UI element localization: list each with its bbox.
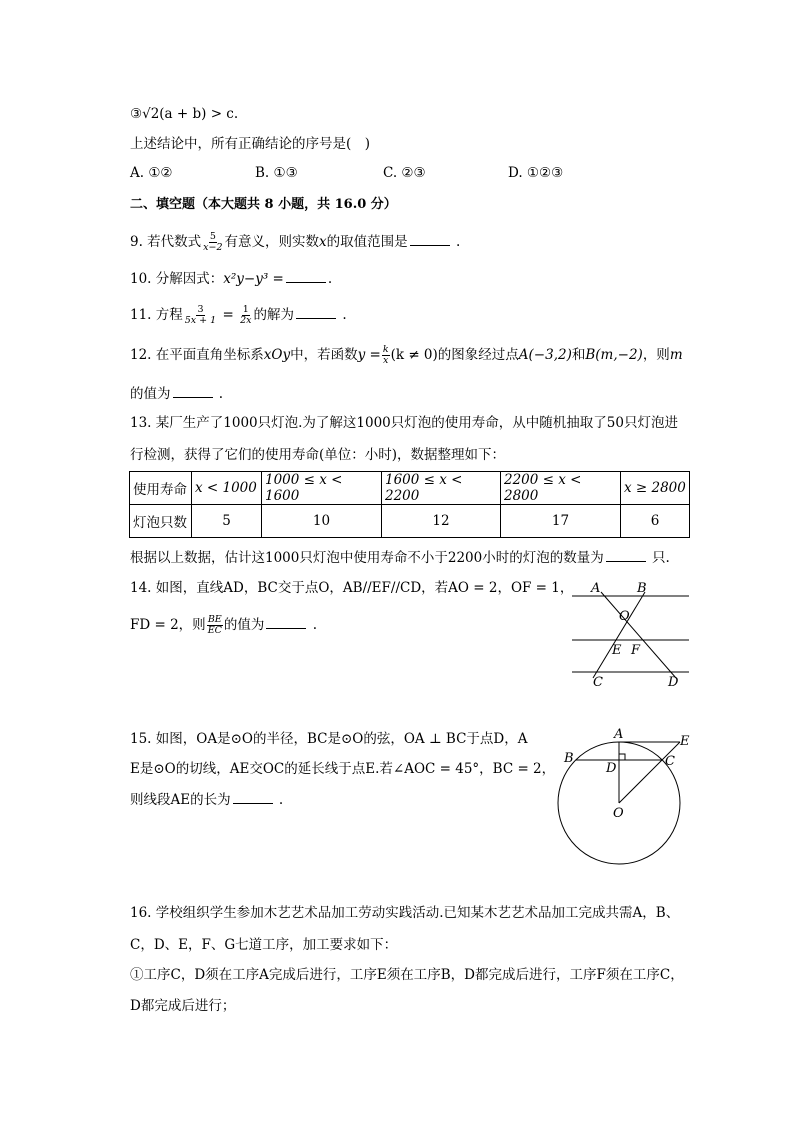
q11-end: . [338,307,347,323]
lifetime-table [129,471,690,538]
section-title: 二、填空题（本大题共 8 小题，共 16.0 分） [130,197,397,212]
q12-coord: xOy [263,347,291,363]
question-prompt: 上述结论中，所有正确结论的序号是( ) [130,136,371,152]
option-d: D. ①②③ [508,165,564,181]
q15-line3-text: 则线段AE的长为 [130,792,231,808]
label-e: E [612,643,622,658]
q14-den: EC [207,625,222,636]
label-b: B [564,751,574,766]
q12-point-a: A(−3,2) [518,347,572,363]
q12-line2-text: 的值为 [130,386,171,402]
q12-fraction [382,345,390,366]
question-14-line2 [130,615,317,636]
q9-end: . [451,234,461,250]
q11-eq: = [218,307,239,323]
q11-den1: 5x + 1 [184,315,217,326]
question-15-line1: 15. 如图，OA是⊙O的半径，BC是⊙O的弦，OA ⊥ BC于点D，A [130,731,528,747]
table-cell: 12 [382,505,501,538]
q12-num: k [382,344,389,355]
q9-text-a: 9. 若代数式 [130,234,202,250]
label-d: D [668,675,679,690]
option-c: C. ②③ [383,165,426,181]
label-c: C [665,754,675,769]
question-16-line1: 16. 学校组织学生参加木艺艺术品加工劳动实践活动.已知某木艺艺术品加工完成共需A，B、 [130,905,680,921]
table-cell: 2200 ≤ x < 2800 [501,472,621,505]
table-cell: x ≥ 2800 [621,472,690,505]
label-c: C [593,675,603,690]
label-d: D [606,761,617,776]
label-a: A [614,727,624,742]
table-row [130,505,690,538]
q10-end: . [327,271,333,287]
question-16-line3: ①工序C，D须在工序A完成后进行，工序E须在工序B，D都完成后进行，工序F须在工序C， [130,967,684,983]
q11-num2: 1 [242,304,249,315]
q9-var: x [319,234,327,250]
question-13-line3 [130,548,670,568]
question-11 [130,305,347,326]
table-cell: 1000 ≤ x < 1600 [262,472,382,505]
q11-fraction-2 [239,305,252,326]
table-cell: 6 [621,505,690,538]
table-cell: 灯泡只数 [130,505,192,538]
q14-fraction [207,615,223,636]
question-12 [130,345,683,366]
q10-expr: x²y−y³ = [223,271,284,287]
question-16-line4: D都完成后进行； [130,998,236,1014]
q9-num: 5 [209,231,216,242]
label-f: F [631,643,641,658]
question-15-line3 [130,790,283,810]
table-cell: 使用寿命 [130,472,192,505]
q15-end: . [274,792,284,808]
q12-text-g: 和 [571,347,586,363]
table-cell: 17 [501,505,621,538]
circle-tangent-figure [552,725,702,865]
table-cell: 1600 ≤ x < 2200 [382,472,501,505]
q11-text-b: 的解为 [253,307,295,323]
question-10 [130,269,332,289]
q12-text-c: 中，若函数 [290,347,358,363]
q14-num: BE [207,614,222,625]
question-16-line2: C，D、E，F、G七道工序，加工要求如下： [130,937,398,953]
q9-fraction [202,232,223,253]
q9-den: x−2 [203,242,223,253]
q12-text-a: 12. 在平面直角坐标系 [130,347,264,363]
option-a: A. ①② [130,165,173,181]
question-9 [130,232,460,253]
q14-text-b: 的值为 [223,617,265,633]
question-14-line1: 14. 如图，直线AD，BC交于点O，AB//EF//CD，若AO = 2，OF = 1， [130,580,574,596]
table-row [130,472,690,505]
q11-den2: 2x [240,315,252,326]
q14-text-a: FD = 2，则 [130,617,206,633]
q11-fraction-1 [184,305,217,326]
label-e: E [680,734,690,749]
label-a: A [591,581,601,596]
table-cell: 5 [192,505,262,538]
option-b: B. ①③ [255,165,298,181]
q11-text-a: 11. 方程 [130,307,183,323]
label-o: O [619,609,630,624]
parallel-lines-figure [565,578,695,693]
answer-blank[interactable] [286,270,326,283]
question-13-line1: 13. 某厂生产了1000只灯泡.为了解这1000只灯泡的使用寿命，从中随机抽取了50只灯泡进 [130,415,678,431]
answer-blank[interactable] [233,791,273,804]
q12-den: x [383,355,389,366]
q13-line3-text: 根据以上数据，估计这1000只灯泡中使用寿命不小于2200小时的灯泡的数量为 [130,550,604,566]
q14-end: . [308,617,317,633]
question-12-line2 [130,384,223,404]
answer-blank[interactable] [606,549,646,562]
question-13-line2: 行检测，获得了它们的使用寿命(单位：小时)，数据整理如下： [130,447,506,463]
q12-func: y = [357,347,381,363]
answer-blank[interactable] [410,233,450,246]
q13-end: 只. [647,550,670,566]
q11-num1: 3 [197,304,204,315]
q12-text-e: (k ≠ 0)的图象经过点 [390,347,519,363]
conclusion-3: ③√2(a + b) > c. [130,106,239,122]
q12-text-i: ，则 [642,347,670,363]
question-15-line2: E是⊙O的切线，AE交OC的延长线于点E.若∠AOC = 45°，BC = 2， [130,761,556,777]
answer-blank[interactable] [266,616,306,629]
table-cell: 10 [262,505,382,538]
label-b: B [637,581,647,596]
q9-text-d: 的取值范围是 [326,234,408,250]
label-o: O [613,806,624,821]
q9-text-b: 有意义，则实数 [224,234,320,250]
q10-text-a: 10. 分解因式： [130,271,224,287]
answer-blank[interactable] [296,306,336,319]
answer-blank[interactable] [173,385,213,398]
q12-end: . [214,386,224,402]
table-cell: x < 1000 [192,472,262,505]
q12-var-m: m [669,347,683,363]
q12-point-b: B(m,−2) [585,347,643,363]
